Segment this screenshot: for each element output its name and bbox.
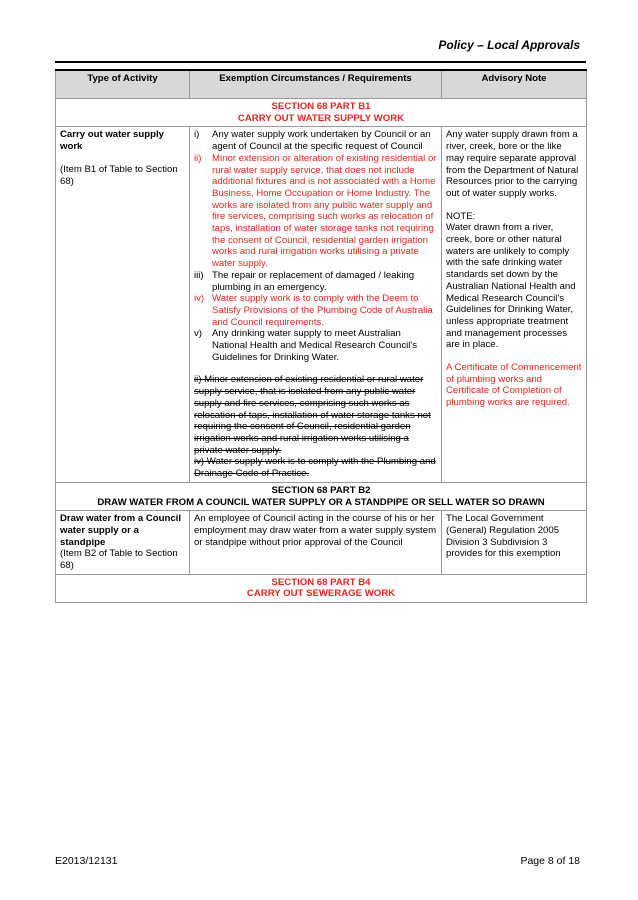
list-item: i) Any water supply work undertaken by Council or an agent of Council at the specific request of Council (194, 129, 431, 153)
section-b1-title: SECTION 68 PART B1 (271, 101, 371, 112)
section-b4-title: SECTION 68 PART B4 (271, 576, 371, 588)
activity-reference: (Item B2 of Table to Section 68) (60, 548, 178, 572)
section-b2-row (56, 482, 587, 510)
activity-title: Draw water from a Council water supply or a standpipe (60, 513, 182, 548)
page-header-title: Policy – Local Approvals (438, 38, 580, 52)
list-item: ii) Minor extension or alteration of existing residential or rural water supply service, that does not include additional fixtures and is not associated with a Home Business, Home Occupation or Home Industry. The works are isolated from any public water supply and fire services, comprising such works as relocation of taps, installation of water storage tanks not requiring the consent of Council, residential garden irrigation works and rural irrigation works utilising a private water supply. (194, 152, 437, 270)
column-header-advisory: Advisory Note (442, 70, 587, 99)
column-header-exemption: Exemption Circumstances / Requirements (190, 70, 442, 99)
list-item: v) Any drinking water supply to meet Australian National Health and Medical Research Council's Guidelines for Drinking Water. (194, 328, 418, 363)
struck-requirement: iv) Water supply work is to comply with the Plumbing and Drainage Code of Practice. (194, 456, 436, 480)
section-b1-row (56, 99, 587, 127)
activity-cell (56, 127, 190, 482)
section-b4-heading (56, 574, 587, 602)
advisory-note: Water drawn from a river, creek, bore or other natural waters are unlikely to comply with the safe drinking water standards set down by the Australian National Health and Medical Research Council's Guidelines for Drinking Water, unless appropriate treatment and management processes are in place. (446, 222, 576, 351)
struck-requirement: ii) Minor extension of existing residential or rural water supply service, that is isolated from any public water supply and fire services, comprising such works as relocation of taps, installation of water storage tanks not requiring the consent of Council, residential garden irrigation works and rural irrigation works utilising a private water supply. (194, 374, 431, 456)
activity-cell (56, 511, 190, 575)
advisory-cell: The Local Government (General) Regulation 2005 Division 3 Subdivision 3 provides for this exemption (442, 511, 587, 575)
table-row (56, 511, 587, 575)
column-header-activity: Type of Activity (56, 70, 190, 99)
advisory-note-certificate: A Certificate of Commencement of plumbing works and Certificate of Completion of plumbing works are required. (446, 362, 582, 409)
requirements-list (194, 129, 437, 363)
section-b2-subtitle: DRAW WATER FROM A COUNCIL WATER SUPPLY OR A STANDPIPE OR SELL WATER SO DRAWN (97, 496, 545, 508)
section-b4-subtitle: CARRY OUT SEWERAGE WORK (246, 588, 396, 600)
requirements-cell (190, 127, 442, 482)
list-item: iii) The repair or replacement of damaged / leaking plumbing in an emergency. (194, 269, 415, 293)
section-b2-heading (56, 482, 587, 510)
table-header-row (56, 70, 587, 99)
advisory-note: Any water supply drawn from a river, creek, bore or the like may require separate approval from the Department of Natural Resources prior to the carrying out of water supply works. (446, 129, 579, 199)
activity-title: Carry out water supply work (60, 129, 164, 153)
advisory-cell (442, 127, 587, 482)
document-reference: E2013/12131 (55, 855, 118, 867)
section-b1-subtitle: CARRY OUT WATER SUPPLY WORK (237, 112, 405, 124)
section-b2-title: SECTION 68 PART B2 (271, 484, 371, 496)
table-row (56, 127, 587, 482)
section-b4-row (56, 574, 587, 602)
section-b1-heading (56, 99, 587, 127)
requirements-cell: An employee of Council acting in the course of his or her employment may draw water from a water supply system or standpipe without prior approval of the Council (190, 511, 442, 575)
header-rule (55, 61, 586, 63)
approvals-table (55, 69, 587, 603)
page-number: Page 8 of 18 (520, 855, 580, 867)
activity-reference: (Item B1 of Table to Section 68) (60, 163, 178, 187)
note-label: NOTE: (446, 210, 476, 222)
list-item: iv) Water supply work is to comply with the Deem to Satisfy Provisions of the Plumbing Code of Australia and Council requirements. (194, 293, 433, 328)
